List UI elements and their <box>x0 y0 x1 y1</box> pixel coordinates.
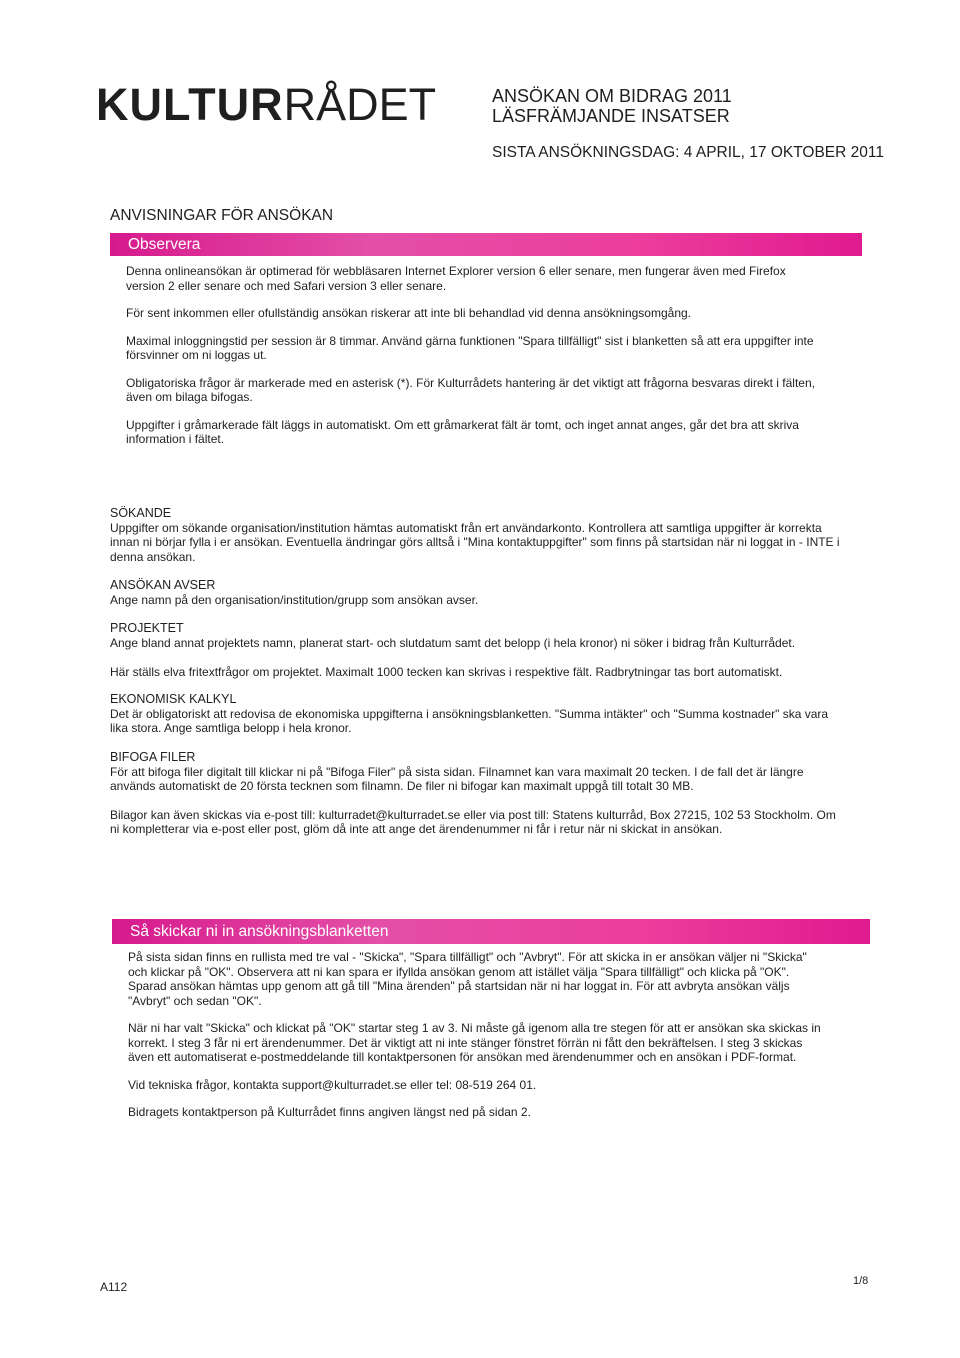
section-text: Ange namn på den organisation/institution/grupp som ansökan avser. <box>110 592 479 607</box>
logo-bold-text: KULTUR <box>96 79 284 130</box>
section-ansokan-avser <box>110 578 840 607</box>
section-heading: ANSÖKAN AVSER <box>110 578 216 592</box>
submit-instructions-banner: Så skickar ni in ansökningsblanketten <box>112 919 870 944</box>
section-text: Det är obligatoriskt att redovisa de ekonomiska uppgifterna i ansökningsblanketten. "Summa intäkter" och "Summa kostnader" ska vara lika stora. Ange samtliga belopp i hela kronor. <box>110 706 829 735</box>
section-ekonomisk-kalkyl <box>110 692 840 736</box>
instructions-heading: ANVISNINGAR FÖR ANSÖKAN <box>110 207 334 224</box>
section-projektet <box>110 621 840 680</box>
note-paragraph: Denna onlineansökan är optimerad för webbläsaren Internet Explorer version 6 eller senare, men fungerar även med Firefox version 2 eller senare och med Safari version 3 eller senare. <box>126 264 786 293</box>
form-code: A112 <box>100 1280 128 1294</box>
application-deadline: SISTA ANSÖKNINGSDAG: 4 APRIL, 17 OKTOBER 2011 <box>492 144 884 161</box>
instruction-paragraph: Bidragets kontaktperson på Kulturrådet finns angiven längst ned på sidan 2. <box>128 1105 531 1119</box>
section-bifoga-filer <box>110 750 840 837</box>
section-text: Bilagor kan även skickas via e-post till: kulturradet@kulturradet.se eller via post till: Statens kulturråd, Box 27215, 102 53 Stockholm. Om ni kompletterar via e-post eller post, glöm då inte att ange det ärendenummer ni får i retur när ni skickat in ansökan. <box>110 807 836 836</box>
section-text: För att bifoga filer digitalt till klickar ni på "Bifoga Filer" på sista sidan. Filnamnet kan vara maximalt 20 tecken. I de fall det är längre används automatiskt de 20 första tecknen som filnamn. De filer ni bifogar kan maximalt uppgå till totalt 30 MB. <box>110 764 804 793</box>
observera-banner: Observera <box>110 233 862 256</box>
submit-instructions <box>128 950 828 1133</box>
note-paragraph: Uppgifter i gråmarkerade fält läggs in automatiskt. Om ett gråmarkerat fält är tomt, och inget annat anges, går det bra att skriva information i fältet. <box>126 417 799 446</box>
section-text: Här ställs elva fritextfrågor om projektet. Maximalt 1000 tecken kan skrivas i respektive fält. Radbrytningar tas bort automatiskt. <box>110 665 783 679</box>
section-heading: SÖKANDE <box>110 506 172 520</box>
note-paragraph: För sent inkommen eller ofullständig ansökan riskerar att inte bli behandlad vid denna ansökningsomgång. <box>126 306 692 320</box>
note-paragraph: Maximal inloggningstid per session är 8 timmar. Använd gärna funktionen "Spara tillfälligt" sist i blanketten så att era uppgifter inte försvinner om ni loggas ut. <box>126 333 814 362</box>
instruction-paragraph: När ni har valt "Skicka" och klickat på "OK" startar steg 1 av 3. Ni måste gå igenom alla tre stegen för att er ansökan ska skickas in korrekt. I steg 3 får ni ert ärendenummer. Det är viktigt att ni inte stänger fönstret förrän ni fått den bekräftelsen. I steg 3 skickas även ett automatiserat e-postmeddelande till kontaktpersonen för ansökan med ärendenummer och en ansökan i PDF-format. <box>128 1021 821 1064</box>
instruction-paragraph: Vid tekniska frågor, kontakta support@kulturradet.se eller tel: 08-519 264 01. <box>128 1077 537 1092</box>
note-paragraph: Obligatoriska frågor är markerade med en asterisk (*). För Kulturrådets hantering är det viktigt att frågorna besvaras direkt i fälten, även om bilaga bifogas. <box>126 375 815 404</box>
section-heading: EKONOMISK KALKYL <box>110 692 237 706</box>
kulturradet-logo <box>96 80 436 130</box>
page-number: 1/8 <box>853 1275 869 1287</box>
section-sokande <box>110 506 840 564</box>
instruction-paragraph: På sista sidan finns en rullista med tre val - "Skicka", "Spara tillfälligt" och "Avbryt". För att skicka in er ansökan väljer ni "Skicka" och klickar på "OK". Observera att ni kan spara er ifyllda ansökan genom att istället välja "Spara tillfälligt" och klicka på "OK". Sparad ansökan hämtas upp genom att gå till "Mina ärenden" på startsidan när ni har loggat in. För att avbryta ansökan väljs "Avbryt" och sedan "OK". <box>128 950 807 1008</box>
title-line-1: ANSÖKAN OM BIDRAG 2011 <box>492 86 732 106</box>
section-heading: PROJEKTET <box>110 621 184 635</box>
section-heading: BIFOGA FILER <box>110 750 196 764</box>
logo-light-text: RÅDET <box>283 79 437 130</box>
document-title <box>492 86 732 126</box>
observera-notes <box>126 264 826 460</box>
section-text: Ange bland annat projektets namn, planerat start- och slutdatum samt det belopp (i hela kronor) ni söker i bidrag från Kulturrådet. <box>110 635 796 650</box>
title-line-2: LÄSFRÄMJANDE INSATSER <box>492 106 730 126</box>
section-text: Uppgifter om sökande organisation/institution hämtas automatiskt från ert användarkonto. Kontrollera att samtliga uppgifter är korrekta innan ni börjar fylla i er ansökan. Eventuella ändringar görs alltså i "Mina kontaktuppgifter" som finns på startsidan när ni loggat in - INTE i denna ansökan. <box>110 520 840 564</box>
